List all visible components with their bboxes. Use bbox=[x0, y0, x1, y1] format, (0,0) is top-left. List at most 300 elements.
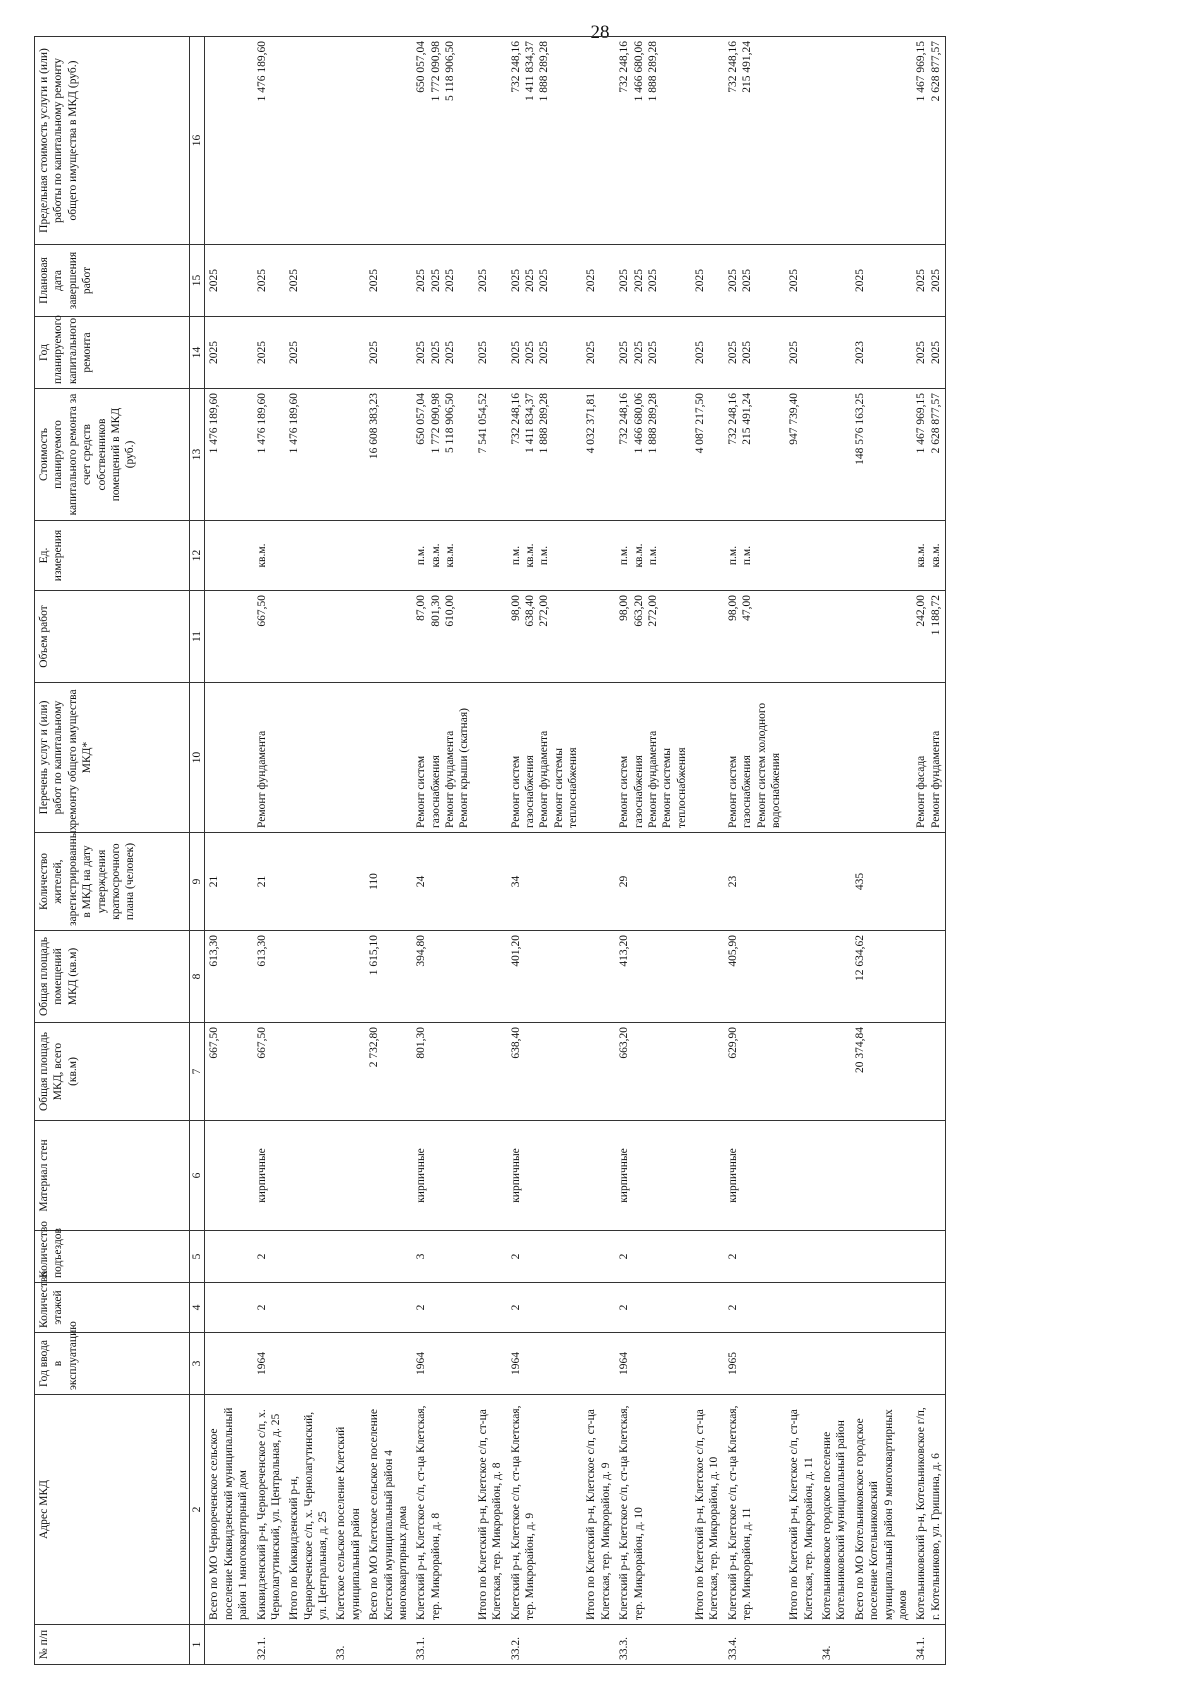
cost-cell bbox=[724, 389, 786, 521]
column-number: 1 bbox=[190, 1625, 205, 1665]
cost-cell-line: 215 491,24 bbox=[741, 393, 754, 445]
limit-cost-cell bbox=[507, 37, 583, 245]
wall-material-cell: кирпичные bbox=[724, 1121, 786, 1231]
floors-cell bbox=[365, 1283, 412, 1333]
column-header: Ед. измерения bbox=[35, 521, 190, 591]
wall-material-cell bbox=[365, 1121, 412, 1231]
end-date-cell-line: 2025 bbox=[429, 269, 442, 292]
unit-cell-line: п.м. bbox=[646, 545, 659, 566]
works-cell bbox=[851, 683, 913, 833]
entrances-cell: 2 bbox=[253, 1231, 286, 1283]
repair-plan-table bbox=[34, 36, 946, 1665]
end-date-cell-line: 2025 bbox=[741, 269, 754, 292]
column-number: 15 bbox=[190, 245, 205, 317]
limit-cost-cell bbox=[474, 37, 507, 245]
row-number bbox=[205, 1625, 253, 1665]
cost-cell-line: 1 476 189,60 bbox=[208, 393, 221, 454]
rooms-area-cell bbox=[285, 931, 332, 1023]
limit-cost-cell bbox=[615, 37, 691, 245]
unit-cell-line bbox=[693, 525, 707, 586]
year-built-cell bbox=[691, 1333, 724, 1395]
wall-material-cell bbox=[582, 1121, 615, 1231]
works-cell-line: Ремонт фундамента bbox=[538, 730, 551, 828]
limit-cost-cell-line: 1 411 834,37 bbox=[523, 41, 536, 101]
table-row bbox=[474, 37, 507, 1665]
limit-cost-cell-line: 2 628 877,57 bbox=[929, 41, 942, 102]
entrances-cell bbox=[691, 1231, 724, 1283]
rooms-area-cell: 613,30 bbox=[253, 931, 286, 1023]
row-number bbox=[582, 1625, 615, 1665]
end-date-cell bbox=[205, 245, 253, 317]
limit-cost-cell-line: 1 888 289,28 bbox=[646, 41, 659, 102]
plan-year-cell-line: 2025 bbox=[646, 341, 659, 364]
row-number: 33.3. bbox=[615, 1625, 691, 1665]
volume-cell bbox=[724, 591, 786, 683]
volume-cell bbox=[285, 591, 332, 683]
floors-cell bbox=[285, 1283, 332, 1333]
entrances-cell bbox=[205, 1231, 253, 1283]
address-cell: Котельниковское городское поселение Котельниковский муниципальный район bbox=[818, 1395, 851, 1625]
row-number bbox=[691, 1625, 724, 1665]
rooms-area-cell bbox=[332, 931, 365, 1023]
floors-cell bbox=[818, 1283, 851, 1333]
table-row bbox=[205, 37, 253, 1665]
floors-cell: 2 bbox=[412, 1283, 474, 1333]
address-cell: Клетский р-н, Клетское с/п, ст-ца Клетская, тер. Микрорайон, д. 8 bbox=[412, 1395, 474, 1625]
volume-cell-line: 667,50 bbox=[255, 595, 268, 627]
unit-cell-line bbox=[787, 525, 801, 586]
works-cell-line bbox=[476, 687, 490, 828]
cost-cell bbox=[205, 389, 253, 521]
unit-cell bbox=[285, 521, 332, 591]
row-number bbox=[785, 1625, 818, 1665]
entrances-cell bbox=[912, 1231, 945, 1283]
year-built-cell bbox=[205, 1333, 253, 1395]
end-date-cell-line bbox=[820, 249, 834, 312]
end-date-cell bbox=[365, 245, 412, 317]
plan-year-cell-line bbox=[334, 321, 348, 384]
limit-cost-cell bbox=[412, 37, 474, 245]
cost-cell bbox=[615, 389, 691, 521]
year-built-cell: 1964 bbox=[507, 1333, 583, 1395]
cost-cell bbox=[253, 389, 286, 521]
plan-year-cell-line: 2025 bbox=[618, 341, 631, 364]
end-date-cell-line: 2025 bbox=[255, 269, 268, 292]
column-number: 13 bbox=[190, 389, 205, 521]
unit-cell-line bbox=[820, 525, 834, 586]
works-cell-line bbox=[287, 687, 301, 828]
total-area-cell: 638,40 bbox=[507, 1023, 583, 1121]
volume-cell-line: 272,00 bbox=[538, 595, 551, 627]
works-cell-line: Ремонт фундамента bbox=[646, 730, 659, 828]
cost-cell bbox=[912, 389, 945, 521]
residents-cell: 21 bbox=[205, 833, 253, 931]
cost-cell bbox=[507, 389, 583, 521]
column-number: 3 bbox=[190, 1333, 205, 1395]
works-cell-line: Ремонт системы теплоснабжения bbox=[661, 747, 688, 828]
cost-cell-line: 4 087 217,50 bbox=[694, 393, 706, 454]
table-row bbox=[851, 37, 913, 1665]
residents-cell bbox=[474, 833, 507, 931]
limit-cost-cell bbox=[365, 37, 412, 245]
volume-cell-line: 87,00 bbox=[415, 595, 428, 621]
limit-cost-cell bbox=[285, 37, 332, 245]
column-number: 12 bbox=[190, 521, 205, 591]
volume-cell-line bbox=[367, 595, 381, 678]
works-cell bbox=[785, 683, 818, 833]
column-header: Плановая дата завершения работ bbox=[35, 245, 190, 317]
address-cell: Котельниковский р-н, Котельниковское г/п, г. Котельниково, ул. Гришина, д. 6 bbox=[912, 1395, 945, 1625]
works-cell-line bbox=[820, 687, 834, 828]
residents-cell bbox=[912, 833, 945, 931]
year-built-cell: 1965 bbox=[724, 1333, 786, 1395]
unit-cell-line bbox=[476, 525, 490, 586]
wall-material-cell bbox=[474, 1121, 507, 1231]
works-cell bbox=[253, 683, 286, 833]
total-area-cell: 629,90 bbox=[724, 1023, 786, 1121]
rooms-area-cell bbox=[818, 931, 851, 1023]
rooms-area-cell: 405,90 bbox=[724, 931, 786, 1023]
limit-cost-cell-line bbox=[787, 41, 801, 240]
works-cell-line: Ремонт фундамента bbox=[255, 730, 268, 828]
limit-cost-cell-line: 5 118 906,50 bbox=[444, 41, 456, 101]
row-number: 34. bbox=[818, 1625, 851, 1665]
column-number: 6 bbox=[190, 1121, 205, 1231]
entrances-cell: 2 bbox=[724, 1231, 786, 1283]
works-cell-line: Ремонт систем газоснабжения bbox=[415, 755, 442, 828]
table-row bbox=[507, 37, 583, 1665]
entrances-cell bbox=[851, 1231, 913, 1283]
floors-cell bbox=[582, 1283, 615, 1333]
rooms-area-cell: 613,30 bbox=[205, 931, 253, 1023]
plan-year-cell bbox=[851, 317, 913, 389]
unit-cell-line: п.м. bbox=[509, 545, 522, 566]
row-number: 32.1. bbox=[253, 1625, 286, 1665]
address-cell: Всего по МО Чернореченское сельское поселение Киквидзенский муниципальный район 1 многоквартирный дом bbox=[205, 1395, 253, 1625]
plan-year-cell-line: 2025 bbox=[915, 341, 928, 364]
floors-cell: 2 bbox=[507, 1283, 583, 1333]
rooms-area-cell: 1 615,10 bbox=[365, 931, 412, 1023]
column-number: 7 bbox=[190, 1023, 205, 1121]
header-row bbox=[35, 37, 190, 1665]
cost-cell-line: 1 466 680,06 bbox=[632, 393, 645, 454]
unit-cell bbox=[582, 521, 615, 591]
address-cell: Итого по Клетский р-н, Клетское с/п, ст-ца Клетская, тер. Микрорайон, д. 8 bbox=[474, 1395, 507, 1625]
residents-cell bbox=[582, 833, 615, 931]
works-cell-line: Ремонт фасада bbox=[915, 755, 928, 828]
plan-year-cell bbox=[691, 317, 724, 389]
residents-cell: 29 bbox=[615, 833, 691, 931]
cost-cell-line: 1 888 289,28 bbox=[538, 393, 551, 454]
unit-cell bbox=[253, 521, 286, 591]
wall-material-cell bbox=[691, 1121, 724, 1231]
table-row bbox=[253, 37, 286, 1665]
plan-year-cell bbox=[205, 317, 253, 389]
plan-year-cell-line: 2025 bbox=[368, 341, 381, 364]
column-number: 8 bbox=[190, 931, 205, 1023]
end-date-cell-line: 2025 bbox=[444, 269, 456, 292]
volume-cell bbox=[818, 591, 851, 683]
column-header: Общая площадь помещений МКД (кв.м) bbox=[35, 931, 190, 1023]
entrances-cell: 2 bbox=[615, 1231, 691, 1283]
works-cell bbox=[818, 683, 851, 833]
works-cell-line bbox=[207, 687, 221, 828]
unit-cell-line bbox=[367, 525, 381, 586]
cost-cell-line: 1 476 189,60 bbox=[255, 393, 268, 454]
plan-year-cell-line: 2023 bbox=[853, 341, 866, 364]
rotated-table-stage bbox=[34, 37, 1184, 1665]
rooms-area-cell bbox=[474, 931, 507, 1023]
year-built-cell: 1964 bbox=[615, 1333, 691, 1395]
volume-cell bbox=[412, 591, 474, 683]
limit-cost-cell-line bbox=[584, 41, 598, 240]
floors-cell bbox=[691, 1283, 724, 1333]
cost-cell bbox=[412, 389, 474, 521]
plan-year-cell-line: 2025 bbox=[429, 341, 442, 364]
address-cell: Клетское сельское поселение Клетский муниципальный район bbox=[332, 1395, 365, 1625]
column-header: Предельная стоимость услуги и (или) работы по капитальному ремонту общего имущества в МКД (руб.) bbox=[35, 37, 190, 245]
column-header: Адрес МКД bbox=[35, 1395, 190, 1625]
year-built-cell bbox=[474, 1333, 507, 1395]
works-cell-line: Ремонт систем газоснабжения bbox=[726, 755, 754, 828]
limit-cost-cell-line bbox=[476, 41, 490, 240]
works-cell bbox=[912, 683, 945, 833]
end-date-cell-line: 2025 bbox=[509, 269, 522, 292]
end-date-cell bbox=[474, 245, 507, 317]
entrances-cell bbox=[818, 1231, 851, 1283]
plan-year-cell bbox=[365, 317, 412, 389]
end-date-cell-line: 2025 bbox=[208, 269, 221, 292]
cost-cell-line bbox=[334, 393, 348, 516]
unit-cell-line: п.м. bbox=[415, 545, 428, 566]
end-date-cell bbox=[724, 245, 786, 317]
end-date-cell-line: 2025 bbox=[915, 269, 928, 292]
floors-cell: 2 bbox=[724, 1283, 786, 1333]
floors-cell: 2 bbox=[615, 1283, 691, 1333]
end-date-cell-line: 2025 bbox=[523, 269, 536, 292]
column-number: 2 bbox=[190, 1395, 205, 1625]
works-cell-line: Ремонт фундамента bbox=[929, 730, 942, 828]
limit-cost-cell bbox=[851, 37, 913, 245]
wall-material-cell: кирпичные bbox=[507, 1121, 583, 1231]
volume-cell bbox=[785, 591, 818, 683]
volume-cell-line: 98,00 bbox=[618, 595, 631, 621]
works-cell-line bbox=[334, 687, 348, 828]
year-built-cell bbox=[785, 1333, 818, 1395]
works-cell-line bbox=[367, 687, 381, 828]
floors-cell bbox=[785, 1283, 818, 1333]
volume-cell-line: 638,40 bbox=[523, 595, 536, 627]
volume-cell bbox=[474, 591, 507, 683]
cost-cell-line: 732 248,16 bbox=[509, 393, 522, 445]
volume-cell bbox=[615, 591, 691, 683]
cost-cell bbox=[332, 389, 365, 521]
unit-cell-line: кв.м. bbox=[632, 543, 645, 568]
limit-cost-cell bbox=[205, 37, 253, 245]
plan-year-cell bbox=[474, 317, 507, 389]
rooms-area-cell: 401,20 bbox=[507, 931, 583, 1023]
entrances-cell bbox=[285, 1231, 332, 1283]
row-number bbox=[851, 1625, 913, 1665]
end-date-cell-line bbox=[334, 249, 348, 312]
cost-cell bbox=[691, 389, 724, 521]
unit-cell-line bbox=[853, 525, 867, 586]
end-date-cell bbox=[912, 245, 945, 317]
end-date-cell-line: 2025 bbox=[632, 269, 645, 292]
volume-cell-line bbox=[820, 595, 834, 678]
total-area-cell: 667,50 bbox=[205, 1023, 253, 1121]
volume-cell-line bbox=[787, 595, 801, 678]
volume-cell-line bbox=[287, 595, 301, 678]
limit-cost-cell-line: 650 057,04 bbox=[415, 41, 428, 93]
limit-cost-cell-line: 1 467 969,15 bbox=[915, 41, 928, 102]
total-area-cell bbox=[285, 1023, 332, 1121]
year-built-cell bbox=[912, 1333, 945, 1395]
unit-cell-line bbox=[334, 525, 348, 586]
end-date-cell-line: 2025 bbox=[646, 269, 659, 292]
unit-cell bbox=[412, 521, 474, 591]
end-date-cell-line: 2025 bbox=[476, 269, 489, 292]
end-date-cell bbox=[285, 245, 332, 317]
row-number: 33.4. bbox=[724, 1625, 786, 1665]
year-built-cell bbox=[582, 1333, 615, 1395]
plan-year-cell bbox=[724, 317, 786, 389]
plan-year-cell bbox=[785, 317, 818, 389]
column-number: 11 bbox=[190, 591, 205, 683]
plan-year-cell-line: 2025 bbox=[741, 341, 754, 364]
unit-cell-line: кв.м. bbox=[444, 543, 456, 568]
column-header: Количество этажей bbox=[35, 1283, 190, 1333]
volume-cell-line: 98,00 bbox=[509, 595, 522, 621]
cost-cell-line: 947 739,40 bbox=[788, 393, 801, 445]
unit-cell-line bbox=[207, 525, 221, 586]
total-area-cell bbox=[785, 1023, 818, 1121]
floors-cell bbox=[474, 1283, 507, 1333]
cost-cell-line: 732 248,16 bbox=[726, 393, 739, 445]
table-row bbox=[818, 37, 851, 1665]
table-body bbox=[205, 37, 946, 1665]
address-cell: Итого по Киквидзенский р-н, Чернореченское с/п, х. Чернолагутинский, ул. Центральная, д. 25 bbox=[285, 1395, 332, 1625]
wall-material-cell bbox=[332, 1121, 365, 1231]
unit-cell bbox=[474, 521, 507, 591]
table-row bbox=[912, 37, 945, 1665]
end-date-cell-line: 2025 bbox=[288, 269, 301, 292]
works-cell bbox=[412, 683, 474, 833]
wall-material-cell bbox=[912, 1121, 945, 1231]
cost-cell-line bbox=[820, 393, 834, 516]
column-header: Перечень услуг и (или) работ по капитальному ремонту общего имущества МКД* bbox=[35, 683, 190, 833]
end-date-cell bbox=[691, 245, 724, 317]
unit-cell bbox=[365, 521, 412, 591]
wall-material-cell bbox=[205, 1121, 253, 1231]
address-cell: Итого по Клетский р-н, Клетское с/п, ст-ца Клетская, тер. Микрорайон, д. 11 bbox=[785, 1395, 818, 1625]
end-date-cell-line: 2025 bbox=[415, 269, 428, 292]
end-date-cell-line: 2025 bbox=[618, 269, 631, 292]
end-date-cell-line: 2025 bbox=[929, 269, 942, 292]
column-header: Материал стен bbox=[35, 1121, 190, 1231]
year-built-cell bbox=[332, 1333, 365, 1395]
residents-cell: 23 bbox=[724, 833, 786, 931]
plan-year-cell-line: 2025 bbox=[208, 341, 221, 364]
plan-year-cell-line: 2025 bbox=[255, 341, 268, 364]
total-area-cell: 20 374,84 bbox=[851, 1023, 913, 1121]
plan-year-cell bbox=[253, 317, 286, 389]
cost-cell-line: 5 118 906,50 bbox=[444, 393, 456, 453]
unit-cell bbox=[851, 521, 913, 591]
volume-cell-line bbox=[853, 595, 867, 678]
volume-cell-line bbox=[693, 595, 707, 678]
plan-year-cell-line: 2025 bbox=[415, 341, 428, 364]
address-cell: Клетский р-н, Клетское с/п, ст-ца Клетская, тер. Микрорайон, д. 11 bbox=[724, 1395, 786, 1625]
works-cell bbox=[474, 683, 507, 833]
column-number: 5 bbox=[190, 1231, 205, 1283]
plan-year-cell bbox=[615, 317, 691, 389]
unit-cell bbox=[818, 521, 851, 591]
wall-material-cell: кирпичные bbox=[253, 1121, 286, 1231]
rooms-area-cell bbox=[912, 931, 945, 1023]
table-row bbox=[582, 37, 615, 1665]
wall-material-cell bbox=[851, 1121, 913, 1231]
end-date-cell bbox=[253, 245, 286, 317]
plan-year-cell-line: 2025 bbox=[788, 341, 801, 364]
volume-cell-line bbox=[334, 595, 348, 678]
entrances-cell bbox=[582, 1231, 615, 1283]
total-area-cell bbox=[818, 1023, 851, 1121]
cost-cell-line: 1 476 189,60 bbox=[288, 393, 301, 454]
table-row bbox=[365, 37, 412, 1665]
end-date-cell bbox=[332, 245, 365, 317]
address-cell: Итого по Клетский р-н, Клетское с/п, ст-ца Клетская, тер. Микрорайон, д. 9 bbox=[582, 1395, 615, 1625]
cost-cell-line: 732 248,16 bbox=[618, 393, 631, 445]
floors-cell bbox=[912, 1283, 945, 1333]
column-number: 9 bbox=[190, 833, 205, 931]
works-cell-line: Ремонт систем газоснабжения bbox=[509, 755, 536, 828]
column-number: 16 bbox=[190, 37, 205, 245]
residents-cell bbox=[285, 833, 332, 931]
table-row bbox=[724, 37, 786, 1665]
plan-year-cell-line: 2025 bbox=[523, 341, 536, 364]
plan-year-cell-line bbox=[820, 321, 834, 384]
limit-cost-cell-line bbox=[334, 41, 348, 240]
volume-cell bbox=[691, 591, 724, 683]
address-cell: Клетский р-н, Клетское с/п, ст-ца Клетская, тер. Микрорайон, д. 9 bbox=[507, 1395, 583, 1625]
row-number: 34.1. bbox=[912, 1625, 945, 1665]
volume-cell bbox=[332, 591, 365, 683]
plan-year-cell bbox=[912, 317, 945, 389]
cost-cell-line: 1 772 090,98 bbox=[429, 393, 442, 454]
table-row bbox=[691, 37, 724, 1665]
residents-cell: 24 bbox=[412, 833, 474, 931]
cost-cell-line: 2 628 877,57 bbox=[929, 393, 942, 454]
address-cell: Киквидзенский р-н, Чернореченское с/п, х. Чернолагутинский, ул. Центральная, д. 25 bbox=[253, 1395, 286, 1625]
address-cell: Всего по МО Клетское сельское поселение Клетский муниципальный район 4 многоквартирных дома bbox=[365, 1395, 412, 1625]
cost-cell-line: 1 411 834,37 bbox=[523, 393, 536, 453]
column-header: Год ввода в эксплуатацию bbox=[35, 1333, 190, 1395]
end-date-cell bbox=[412, 245, 474, 317]
end-date-cell bbox=[615, 245, 691, 317]
volume-cell-line: 272,00 bbox=[646, 595, 659, 627]
works-cell bbox=[332, 683, 365, 833]
limit-cost-cell bbox=[785, 37, 818, 245]
unit-cell bbox=[724, 521, 786, 591]
limit-cost-cell-line: 1 466 680,06 bbox=[632, 41, 645, 102]
rooms-area-cell: 12 634,62 bbox=[851, 931, 913, 1023]
residents-cell: 435 bbox=[851, 833, 913, 931]
total-area-cell bbox=[912, 1023, 945, 1121]
unit-cell bbox=[691, 521, 724, 591]
plan-year-cell-line: 2025 bbox=[726, 341, 739, 364]
end-date-cell-line: 2025 bbox=[585, 269, 598, 292]
